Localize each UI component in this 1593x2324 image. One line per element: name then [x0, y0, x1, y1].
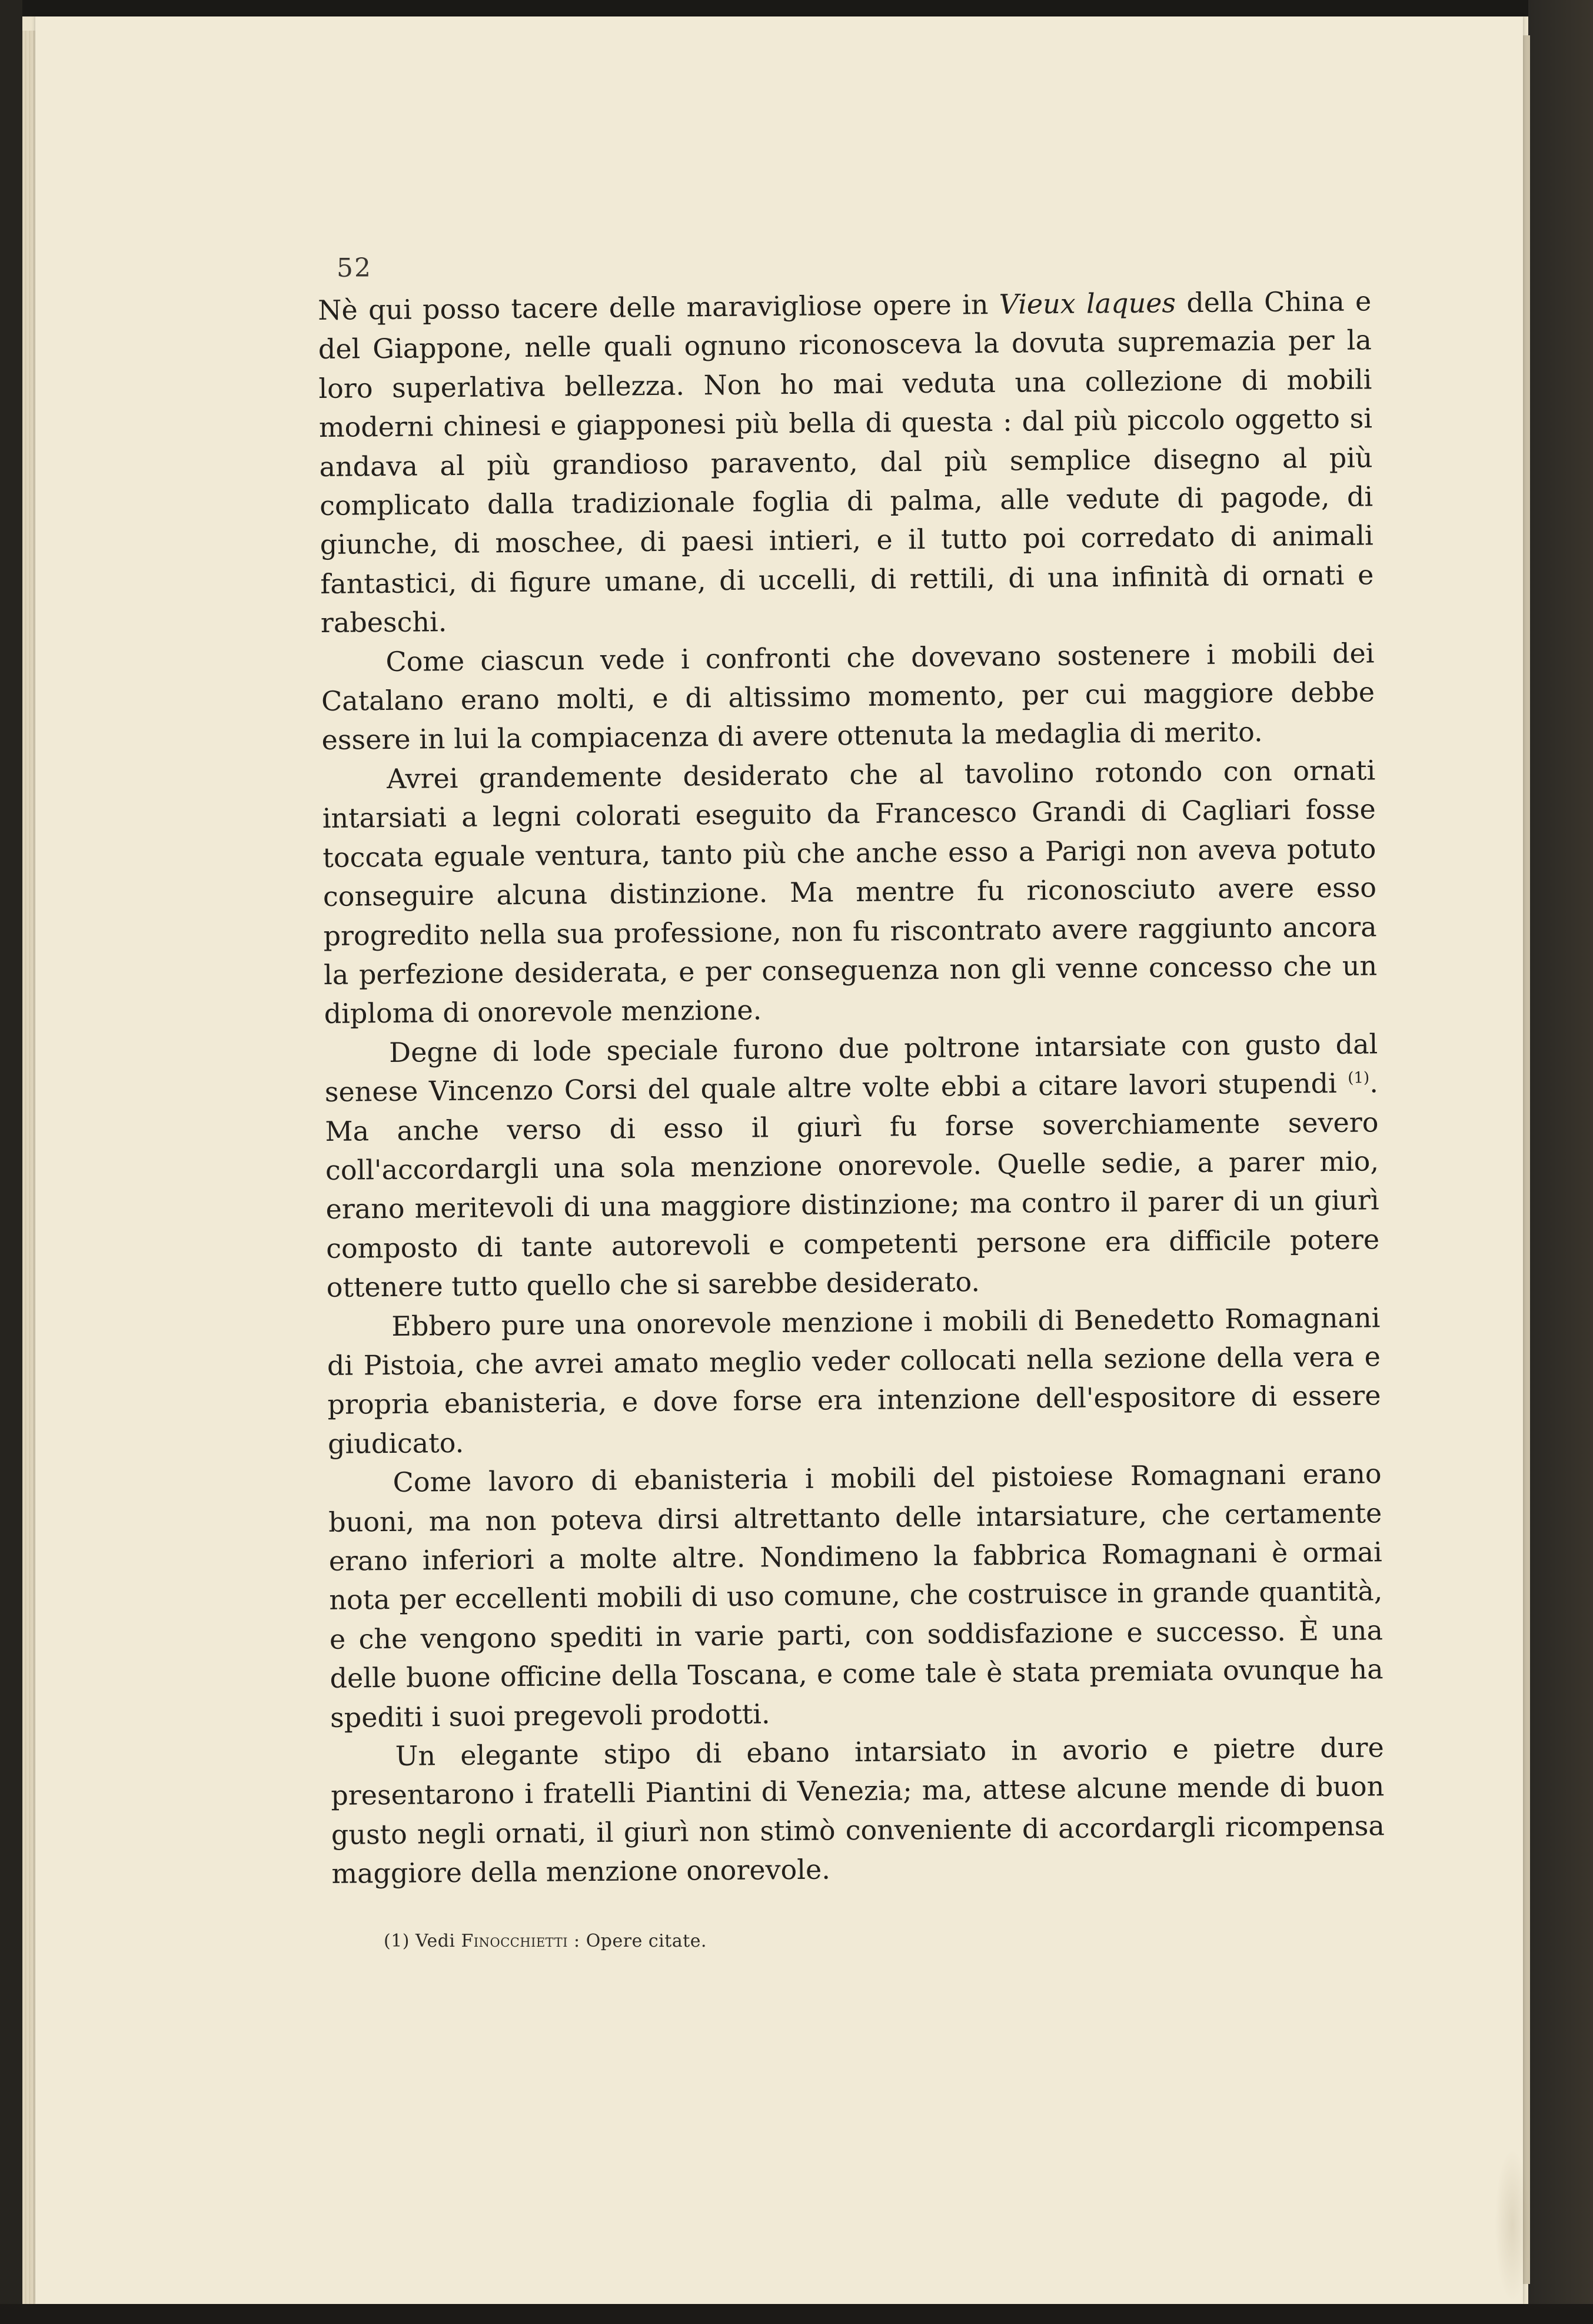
scan-background-left [0, 0, 22, 2324]
paragraph: Come lavoro di ebanisteria i mobili del pistoiese Romagnani erano buoni, ma non poteva dirsi altrettanto delle intarsiature, che certamente erano inferiori a molte altre. Nondimeno la fabbrica Romagnani è ormai nota per eccellenti mobili di uso comune, che costruisce in grande quantità, e che vengono spediti in varie parti, con soddisfazione e successo. È una delle buone officine della Toscana, e come tale è stata premiata ovunque ha spediti i suoi pregevoli prodotti. [328, 1458, 1384, 1734]
paragraph: Come ciascun vede i confronti che dovevano sostenere i mobili dei Catalano erano molti, e di altissimo momento, per cui maggiore debbe essere in lui la compiacenza di avere ottenuta la medaglia di merito. [321, 637, 1375, 756]
footnote: (1) Vedi Finocchietti : Opere citate. [384, 1931, 707, 1951]
footnote-author: Finocchietti [461, 1931, 568, 1951]
footnote-reference: (1) [1348, 1069, 1370, 1087]
paragraph: Nè qui posso tacere delle maravigliose opere in Vieux laques della China e del Giappone, nelle quali ognuno riconosceva la dovuta supremazia per la loro superlativa bellezza. Non ho mai veduta una collezione di mobili moderni chinesi e giapponesi più bella di questa : dal più piccolo oggetto si andava al più grandioso paravento, dal più semplice disegno al più complicato dalla tradizionale foglia di palma, alle vedute di pagode, di giunche, di moschee, di paesi intieri, e il tutto poi corredato di animali fantastici, di figure umane, di uccelli, di rettili, di una infinità di ornati e rabeschi. [318, 285, 1374, 639]
paragraph: Degne di lode speciale furono due poltrone intarsiate con gusto dal senese Vincenzo Corsi del quale altre volte ebbi a citare lavori stupendi $^{(1)}$. Ma anche verso di esso il giurì fu forse soverchiamente severo coll'accordargli una sola menzione onorevole. Quelle sedie, a parer mio, erano meritevoli di una maggiore distinzione; ma contro il parer di un giurì composto di tante autorevoli e competenti persone era difficile potere ottenere tutto quello che si sarebbe desiderato. [324, 1028, 1380, 1304]
scan-background-top [0, 0, 1593, 16]
paragraph: Ebbero pure una onorevole menzione i mobili di Benedetto Romagnani di Pistoia, che avrei amato meglio veder collocati nella sezione della vera e propria ebanisteria, e dove forse era intenzione dell'espositore di essere giudicato. [327, 1301, 1381, 1460]
scan-background-bottom [0, 2304, 1593, 2324]
next-page-edge [1523, 35, 1530, 2284]
paper-stain [1495, 2149, 1530, 2302]
paragraph: Avrei grandemente desiderato che al tavolino rotondo con ornati intarsiati a legni colorati eseguito da Francesco Grandi di Cagliari fosse toccata eguale ventura, tanto più che anche esso a Parigi non aveva potuto conseguire alcuna distinzione. Ma mentre fu riconosciuto avere esso progredito nella sua professione, non fu riscontrato avere raggiunto ancora la perfezione desiderata, e per conseguenza non gli venne concesso che un diploma di onorevole menzione. [322, 754, 1378, 1030]
body-text [318, 281, 1385, 1893]
paragraph: Un elegante stipo di ebano intarsiato in avorio e pietre dure presentarono i fratelli Piantini di Venezia; ma, attese alcune mende di buon gusto negli ornati, il giurì non stimò conveniente di accordargli ricompensa maggiore della menzione onorevole. [331, 1731, 1385, 1890]
scan-background-right [1528, 0, 1593, 2324]
page-number: 52 [337, 253, 372, 283]
